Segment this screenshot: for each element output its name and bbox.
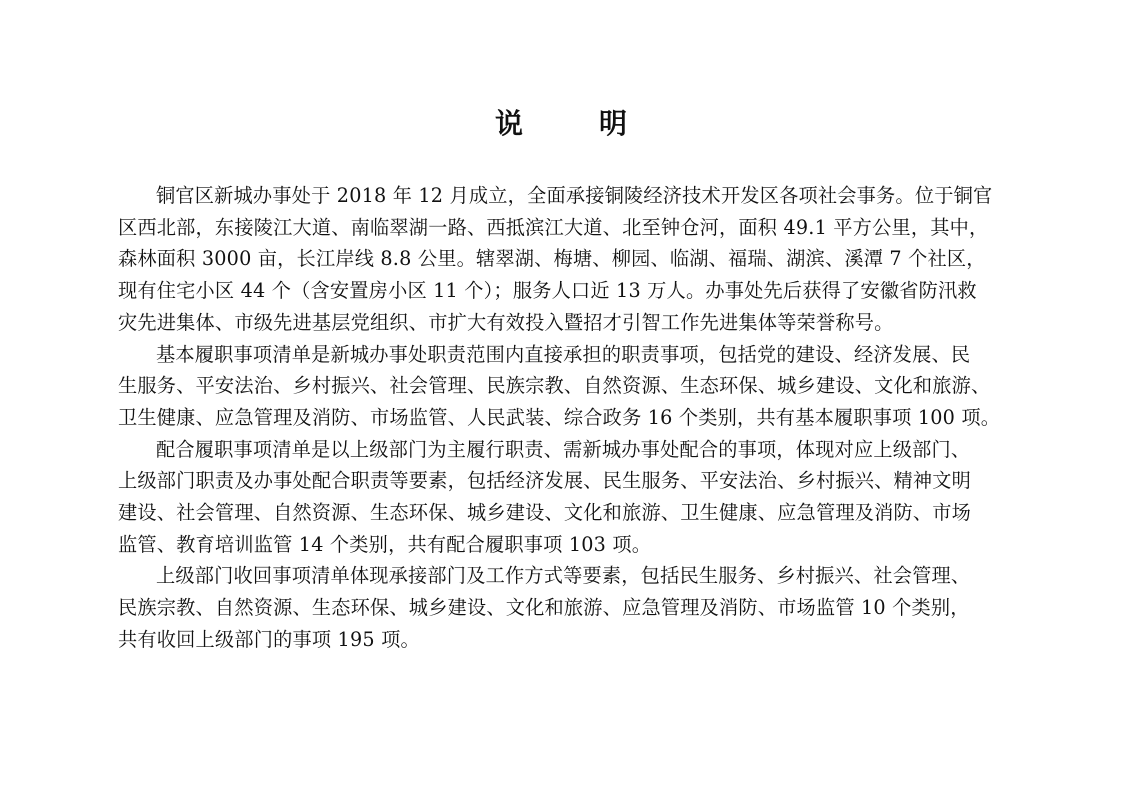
paragraph-recalled-items [118,560,1018,655]
paragraph-line: 基本履职事项清单是新城办事处职责范围内直接承担的职责事项，包括党的建设、经济发展、民 [156,342,971,366]
paragraph-line: 卫生健康、应急管理及消防、市场监管、人民武装、综合政务 16 个类别，共有基本履职事项 100 项。 [118,405,1001,429]
paragraph-line: 铜官区新城办事处于 2018 年 12 月成立，全面承接铜陵经济技术开发区各项社会事务。位于铜官 [156,184,993,207]
page-title: 说 明 [494,107,651,140]
paragraph-overview [118,180,1018,339]
paragraph-line: 森林面积 3000 亩，长江岸线 8.8 公里。辖翠湖、梅塘、柳园、临湖、福瑞、湖滨、溪潭 7 个社区， [118,247,986,271]
document-body [118,180,1018,656]
paragraph-line: 上级部门职责及办事处配合职责等要素，包括经济发展、民生服务、平安法治、乡村振兴、精神文明 [118,469,972,493]
paragraph-basic-duties [118,339,1018,434]
paragraph-line: 生服务、平安法治、乡村振兴、社会管理、民族宗教、自然资源、生态环保、城乡建设、文化和旅游、 [118,374,991,398]
paragraph-line: 区西北部，东接陵江大道、南临翠湖一路、西抵滨江大道、北至钟仓河，面积 49.1 平方公里，其中， [118,215,989,239]
paragraph-line: 配合履职事项清单是以上级部门为主履行职责、需新城办事处配合的事项，体现对应上级部门、 [156,437,971,461]
paragraph-cooperative-duties [118,434,1018,561]
paragraph-line: 现有住宅小区 44 个（含安置房小区 11 个）；服务人口近 13 万人。办事处先后获得了安徽省防汛救 [118,279,977,303]
paragraph-line: 民族宗教、自然资源、生态环保、城乡建设、文化和旅游、应急管理及消防、市场监管 10 个类别， [118,596,970,620]
paragraph-line: 监管、教育培训监管 14 个类别，共有配合履职事项 103 项。 [118,532,652,556]
paragraph-line: 上级部门收回事项清单体现承接部门及工作方式等要素，包括民生服务、乡村振兴、社会管理、 [156,564,971,588]
paragraph-line: 灾先进集体、市级先进基层党组织、市扩大有效投入暨招才引智工作先进集体等荣誉称号。 [118,310,894,334]
paragraph-line: 建设、社会管理、自然资源、生态环保、城乡建设、文化和旅游、卫生健康、应急管理及消防、市场 [118,501,972,525]
paragraph-line: 共有收回上级部门的事项 195 项。 [118,627,420,651]
